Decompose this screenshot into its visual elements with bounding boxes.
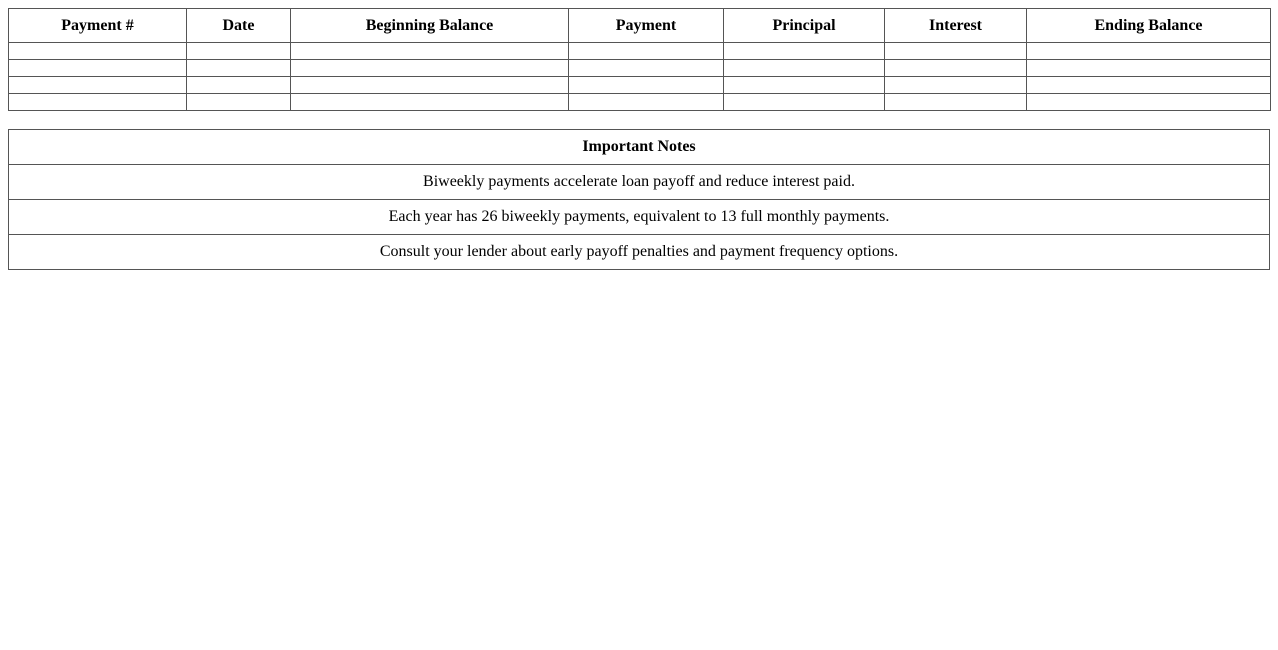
table-cell — [724, 77, 885, 94]
table-cell — [291, 60, 569, 77]
table-cell — [569, 94, 724, 111]
table-cell — [1027, 43, 1271, 60]
note-row — [9, 200, 1270, 235]
column-header-payment: Payment — [569, 9, 724, 43]
table-cell — [885, 94, 1027, 111]
table-row — [9, 94, 1271, 111]
table-cell — [885, 43, 1027, 60]
notes-header-row — [9, 130, 1270, 165]
table-cell — [9, 60, 187, 77]
table-cell — [187, 94, 291, 111]
table-row — [9, 60, 1271, 77]
table-cell — [9, 94, 187, 111]
notes-title: Important Notes — [9, 130, 1270, 165]
table-cell — [9, 77, 187, 94]
schedule-header-row — [9, 9, 1271, 43]
column-header-interest: Interest — [885, 9, 1027, 43]
table-cell — [291, 43, 569, 60]
important-notes-table — [8, 129, 1270, 270]
column-header-ending-balance: Ending Balance — [1027, 9, 1271, 43]
table-cell — [724, 43, 885, 60]
column-header-beginning-balance: Beginning Balance — [291, 9, 569, 43]
table-cell — [9, 43, 187, 60]
table-cell — [187, 60, 291, 77]
column-header-payment-number: Payment # — [9, 9, 187, 43]
table-cell — [724, 60, 885, 77]
table-cell — [885, 60, 1027, 77]
table-cell — [569, 43, 724, 60]
table-cell — [291, 77, 569, 94]
table-cell — [187, 77, 291, 94]
note-text: Each year has 26 biweekly payments, equivalent to 13 full monthly payments. — [9, 200, 1270, 235]
table-cell — [291, 94, 569, 111]
table-cell — [187, 43, 291, 60]
table-cell — [569, 77, 724, 94]
table-cell — [1027, 94, 1271, 111]
document-body — [8, 8, 1270, 270]
table-cell — [724, 94, 885, 111]
table-row — [9, 43, 1271, 60]
table-cell — [1027, 77, 1271, 94]
note-text: Consult your lender about early payoff penalties and payment frequency options. — [9, 235, 1270, 270]
note-text: Biweekly payments accelerate loan payoff and reduce interest paid. — [9, 165, 1270, 200]
column-header-principal: Principal — [724, 9, 885, 43]
amortization-schedule-table — [8, 8, 1271, 111]
table-row — [9, 77, 1271, 94]
table-cell — [885, 77, 1027, 94]
note-row — [9, 165, 1270, 200]
note-row — [9, 235, 1270, 270]
column-header-date: Date — [187, 9, 291, 43]
table-cell — [569, 60, 724, 77]
table-cell — [1027, 60, 1271, 77]
